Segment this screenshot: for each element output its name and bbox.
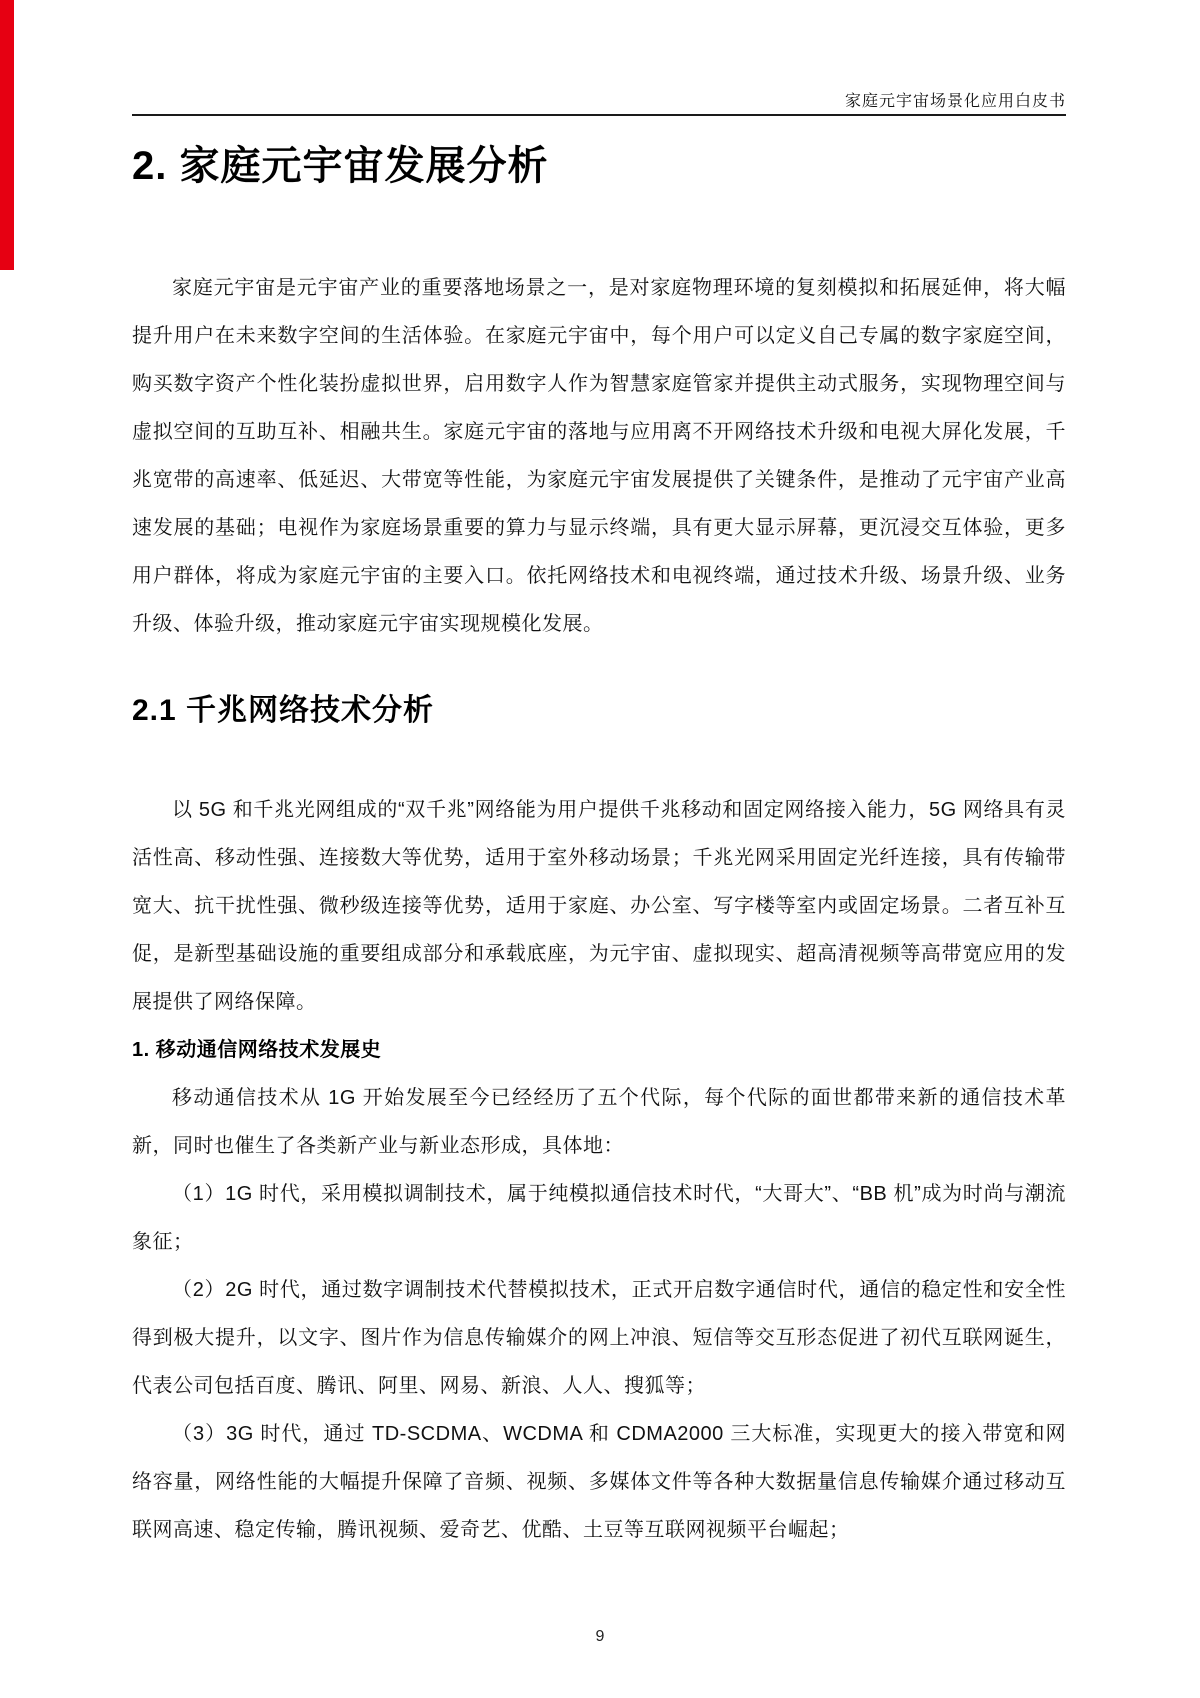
section-paragraph: 以 5G 和千兆光网组成的“双千兆”网络能为用户提供千兆移动和固定网络接入能力，5G 网络具有灵活性高、移动性强、连接数大等优势，适用于室外移动场景；千兆光网采用固定光纤连接，具有传输带宽大、抗干扰性强、微秒级连接等优势，适用于家庭、办公室、写字楼等室内或固定场景。二者互补互促，是新型基础设施的重要组成部分和承载底座，为元宇宙、虚拟现实、超高清视频等高带宽应用的发展提供了网络保障。 xyxy=(132,799,1066,1013)
sub-heading: 1. 移动通信网络技术发展史 xyxy=(132,1039,382,1061)
list-item-1g: （1）1G 时代，采用模拟调制技术，属于纯模拟通信技术时代，“大哥大”、“BB 机”成为时尚与潮流象征； xyxy=(132,1183,1066,1253)
page-number: 9 xyxy=(595,1628,605,1645)
red-accent-bar xyxy=(0,0,14,270)
intro-paragraph: 家庭元宇宙是元宇宙产业的重要落地场景之一，是对家庭物理环境的复刻模拟和拓展延伸，将大幅提升用户在未来数字空间的生活体验。在家庭元宇宙中，每个用户可以定义自己专属的数字家庭空间，购买数字资产个性化装扮虚拟世界，启用数字人作为智慧家庭管家并提供主动式服务，实现物理空间与虚拟空间的互助互补、相融共生。家庭元宇宙的落地与应用离不开网络技术升级和电视大屏化发展，千兆宽带的高速率、低延迟、大带宽等性能，为家庭元宇宙发展提供了关键条件，是推动了元宇宙产业高速发展的基础；电视作为家庭场景重要的算力与显示终端，具有更大显示屏幕，更沉浸交互体验，更多用户群体，将成为家庭元宇宙的主要入口。依托网络技术和电视终端，通过技术升级、场景升级、业务升级、体验升级，推动家庭元宇宙实现规模化发展。 xyxy=(132,277,1066,635)
page-content xyxy=(132,140,1066,1554)
section-title: 2.1 千兆网络技术分析 xyxy=(132,694,435,727)
chapter-title: 2. 家庭元宇宙发展分析 xyxy=(132,144,549,188)
running-header: 家庭元宇宙场景化应用白皮书 xyxy=(844,93,1066,110)
history-intro-paragraph: 移动通信技术从 1G 开始发展至今已经经历了五个代际，每个代际的面世都带来新的通信技术革新，同时也催生了各类新产业与新业态形成，具体地： xyxy=(132,1087,1066,1157)
list-item-2g: （2）2G 时代，通过数字调制技术代替模拟技术，正式开启数字通信时代，通信的稳定性和安全性得到极大提升，以文字、图片作为信息传输媒介的网上冲浪、短信等交互形态促进了初代互联网诞生，代表公司包括百度、腾讯、阿里、网易、新浪、人人、搜狐等； xyxy=(132,1279,1066,1397)
header-rule xyxy=(132,114,1066,116)
list-item-3g: （3）3G 时代，通过 TD-SCDMA、WCDMA 和 CDMA2000 三大标准，实现更大的接入带宽和网络容量，网络性能的大幅提升保障了音频、视频、多媒体文件等各种大数据量信息传输媒介通过移动互联网高速、稳定传输，腾讯视频、爱奇艺、优酷、土豆等互联网视频平台崛起； xyxy=(132,1423,1066,1541)
